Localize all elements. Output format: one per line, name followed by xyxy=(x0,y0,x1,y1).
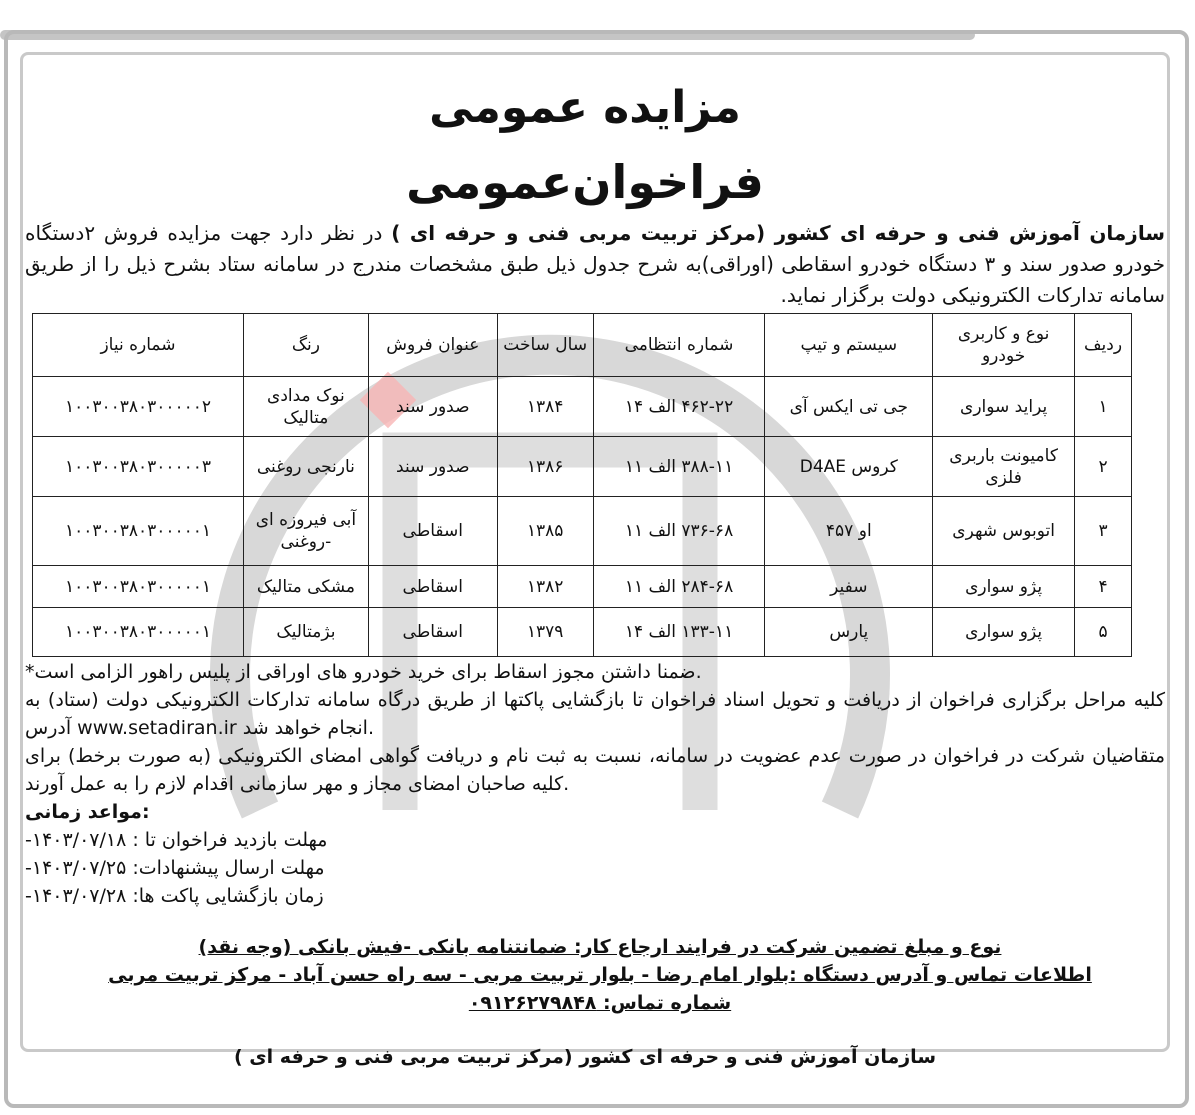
col-header: نوع و کاربری خودرو xyxy=(933,314,1075,377)
table-cell: بژمتالیک xyxy=(243,608,368,657)
table-cell: ۷۳۶-۶۸ الف ۱۱ xyxy=(593,497,765,566)
schedule-item: -زمان بازگشایی پاکت ها: ۱۴۰۳/۰۷/۲۸ xyxy=(25,885,324,907)
note: *ضمنا داشتن مجوز اسقاط برای خرید خودرو های اوراقی از پلیس راهور الزامی است. xyxy=(25,661,702,683)
col-header: ردیف xyxy=(1075,314,1132,377)
table-cell: ۲ xyxy=(1075,437,1132,497)
intro-org: سازمان آموزش فنی و حرفه ای کشور (مرکز تربیت مربی فنی و حرفه ای ) xyxy=(391,221,1165,245)
table-cell: مشکی متالیک xyxy=(243,566,368,608)
table-cell: ۱۳۸۴ xyxy=(497,377,593,437)
vehicle-table xyxy=(32,313,1132,657)
table-cell: کروس D4AE xyxy=(765,437,933,497)
table-cell: ۲۸۴-۶۸ الف ۱۱ xyxy=(593,566,765,608)
page-title: مزایده عمومی xyxy=(429,82,741,133)
table-cell: ۴ xyxy=(1075,566,1132,608)
table-cell: او ۴۵۷ xyxy=(765,497,933,566)
table-cell: نوک مدادی متالیک xyxy=(243,377,368,437)
table-cell: ۱۰۰۳۰۰۳۸۰۳۰۰۰۰۰۱ xyxy=(33,566,244,608)
footer-org: سازمان آموزش فنی و حرفه ای کشور (مرکز تربیت مربی فنی و حرفه ای ) xyxy=(233,1046,937,1068)
table-cell: ۴۶۲-۲۲ الف ۱۴ xyxy=(593,377,765,437)
table-cell: ۳۸۸-۱۱ الف ۱۱ xyxy=(593,437,765,497)
intro-paragraph xyxy=(25,218,1165,311)
table-row xyxy=(33,497,1132,566)
table-cell: اسقاطی xyxy=(368,608,497,657)
table-cell: پژو سواری xyxy=(933,608,1075,657)
table-cell: صدور سند xyxy=(368,437,497,497)
table-cell: ۱۳۸۲ xyxy=(497,566,593,608)
table-cell: پراید سواری xyxy=(933,377,1075,437)
contact-section xyxy=(60,933,1140,1017)
contact-address: اطلاعات تماس و آدرس دستگاه :بلوار امام رضا - بلوار تربیت مربی - سه راه حسن آباد - مرکز تربیت مربی xyxy=(108,964,1092,986)
contact-phone: شماره تماس: ۰۹۱۲۶۲۷۹۸۴۸ xyxy=(468,992,732,1014)
notes-section xyxy=(25,658,1165,910)
col-header: سال ساخت xyxy=(497,314,593,377)
table-row xyxy=(33,377,1132,437)
table-cell: نارنجی روغنی xyxy=(243,437,368,497)
col-header: سیستم و تیپ xyxy=(765,314,933,377)
table-cell: ۱۳۸۶ xyxy=(497,437,593,497)
intro-text: در نظر دارد جهت مزایده فروش ۲دستگاه خودرو صدور سند و ۳ دستگاه خودرو اسقاطی (اوراقی)به شرح جدول ذیل طبق مشخصات مندرج در سامانه ستاد بشرح ذیل را از طریق سامانه تدارکات الکترونیکی دولت برگزار نماید. xyxy=(25,221,1165,307)
table-cell: ۱۳۳-۱۱ الف ۱۴ xyxy=(593,608,765,657)
table-cell: جی تی ایکس آی xyxy=(765,377,933,437)
table-cell: پژو سواری xyxy=(933,566,1075,608)
table-cell: اتوبوس شهری xyxy=(933,497,1075,566)
col-header: شماره نیاز xyxy=(33,314,244,377)
col-header: شماره انتظامی xyxy=(593,314,765,377)
table-header-row xyxy=(33,314,1132,377)
table-cell: ۱۰۰۳۰۰۳۸۰۳۰۰۰۰۰۳ xyxy=(33,437,244,497)
table-cell: پارس xyxy=(765,608,933,657)
schedule-item: -مهلت ارسال پیشنهادات: ۱۴۰۳/۰۷/۲۵ xyxy=(25,857,325,879)
table-cell: ۱۳۷۹ xyxy=(497,608,593,657)
table-cell: کامیونت باربری فلزی xyxy=(933,437,1075,497)
table-cell: ۱۰۰۳۰۰۳۸۰۳۰۰۰۰۰۱ xyxy=(33,497,244,566)
table-cell: ۱۰۰۳۰۰۳۸۰۳۰۰۰۰۰۱ xyxy=(33,608,244,657)
schedule-item: -مهلت بازدید فراخوان تا : ۱۴۰۳/۰۷/۱۸ xyxy=(25,829,328,851)
note: کلیه مراحل برگزاری فراخوان از دریافت و تحویل اسناد فراخوان تا بازگشایی پاکتها از طریق درگاه سامانه تدارکات الکترونیکی دولت (ستاد) به آدرس www.setadiran.ir انجام خواهد شد. xyxy=(25,689,1165,739)
table-cell: ۱۰۰۳۰۰۳۸۰۳۰۰۰۰۰۲ xyxy=(33,377,244,437)
col-header: عنوان فروش xyxy=(368,314,497,377)
table-cell: اسقاطی xyxy=(368,497,497,566)
schedule-heading: مواعد زمانی: xyxy=(25,801,150,823)
table-cell: آبی فیروزه ای -روغنی xyxy=(243,497,368,566)
table-row xyxy=(33,566,1132,608)
table-cell: ۳ xyxy=(1075,497,1132,566)
table-row xyxy=(33,437,1132,497)
col-header: رنگ xyxy=(243,314,368,377)
note: متقاضیان شرکت در فراخوان در صورت عدم عضویت در سامانه، نسبت به ثبت نام و دریافت گواهی امضای الکترونیکی (به صورت برخط) برای کلیه صاحبان امضای مجاز و مهر سازمانی اقدام لازم را به عمل آورند. xyxy=(25,745,1165,795)
guarantee-text: نوع و مبلغ تضمین شرکت در فرایند ارجاع کار: ضمانتنامه بانکی -فیش بانکی (وجه نقد) xyxy=(198,936,1002,958)
table-cell: ۵ xyxy=(1075,608,1132,657)
table-cell: ۱۳۸۵ xyxy=(497,497,593,566)
table-cell: صدور سند xyxy=(368,377,497,437)
page-subtitle: فراخوان‌عمومی xyxy=(406,155,764,209)
table-cell: ۱ xyxy=(1075,377,1132,437)
table-row xyxy=(33,608,1132,657)
table-cell: اسقاطی xyxy=(368,566,497,608)
table-cell: سفیر xyxy=(765,566,933,608)
